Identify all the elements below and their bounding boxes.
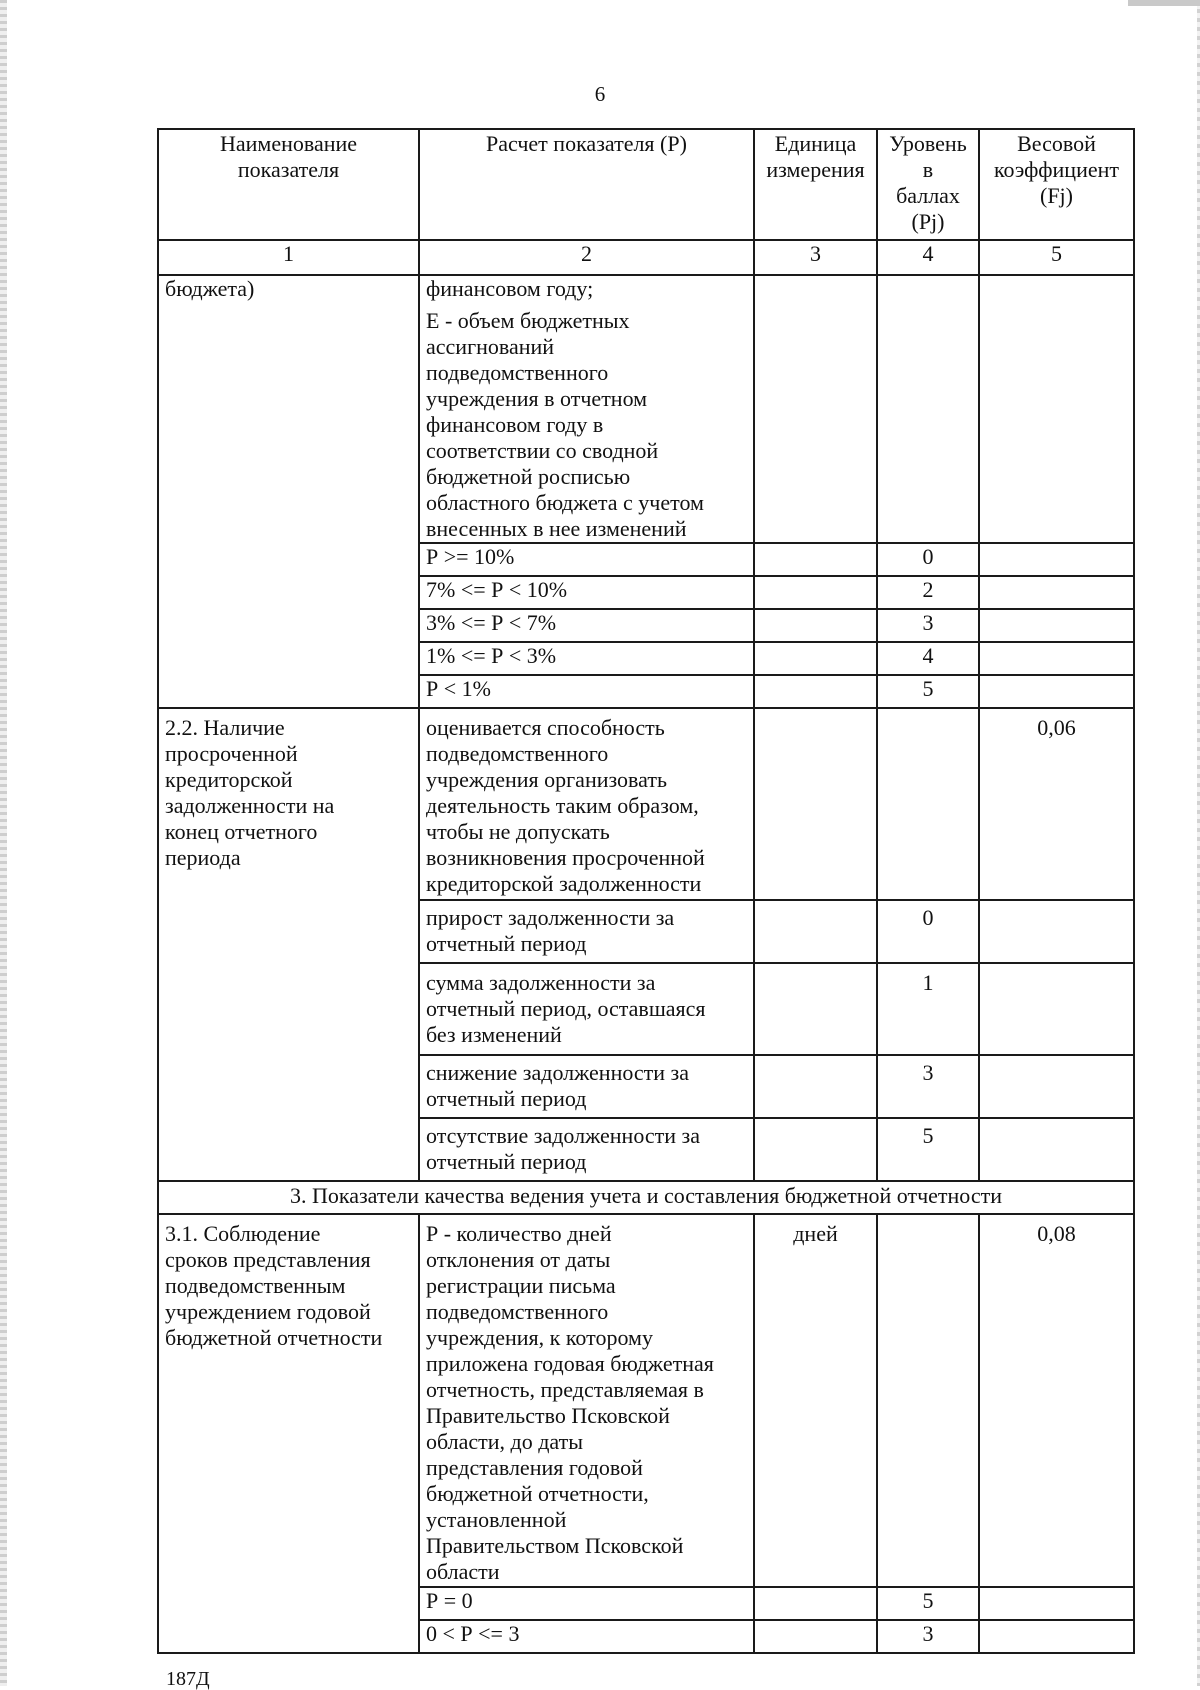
table-row bbox=[158, 708, 1134, 900]
unit-cell bbox=[754, 1587, 877, 1620]
scan-edge-left bbox=[0, 0, 7, 1686]
header-unit: Единица измерения bbox=[754, 129, 877, 240]
score-points: 3 bbox=[877, 1620, 979, 1653]
score-cell bbox=[877, 275, 979, 543]
indicator-name-cell: 2.2. Наличие просроченной кредиторской задолженности на конец отчетного периода bbox=[158, 708, 419, 1181]
weight-cell bbox=[979, 275, 1134, 543]
score-condition: сумма задолженности за отчетный период, оставшаяся без изменений bbox=[419, 963, 754, 1055]
weight-cell bbox=[979, 963, 1134, 1055]
unit-cell bbox=[754, 576, 877, 609]
score-cell bbox=[877, 1214, 979, 1587]
header-calculation: Расчет показателя (Р) bbox=[419, 129, 754, 240]
unit-cell bbox=[754, 1118, 877, 1181]
unit-cell bbox=[754, 275, 877, 543]
weight-cell bbox=[979, 1118, 1134, 1181]
unit-cell bbox=[754, 543, 877, 576]
weight-value: 0,08 bbox=[979, 1214, 1134, 1587]
table-row bbox=[158, 1214, 1134, 1587]
score-points: 5 bbox=[877, 675, 979, 708]
footer-code: 187Д bbox=[166, 1668, 210, 1690]
unit-cell bbox=[754, 1620, 877, 1653]
score-condition: отсутствие задолженности за отчетный период bbox=[419, 1118, 754, 1181]
unit-cell bbox=[754, 963, 877, 1055]
column-number: 2 bbox=[419, 240, 754, 275]
unit-cell bbox=[754, 609, 877, 642]
score-points: 4 bbox=[877, 642, 979, 675]
calculation-cell bbox=[419, 275, 754, 543]
score-condition: Р = 0 bbox=[419, 1587, 754, 1620]
indicator-name-cell: 3.1. Соблюдение сроков представления подведомственным учреждением годовой бюджетной отчетности bbox=[158, 1214, 419, 1653]
header-score-level: Уровень в баллах (Pj) bbox=[877, 129, 979, 240]
score-cell bbox=[877, 708, 979, 900]
indicator-name-cell: бюджета) bbox=[158, 275, 419, 708]
score-points: 0 bbox=[877, 543, 979, 576]
weight-cell bbox=[979, 1055, 1134, 1118]
score-condition: 1% <= Р < 3% bbox=[419, 642, 754, 675]
weight-cell bbox=[979, 1587, 1134, 1620]
weight-cell bbox=[979, 576, 1134, 609]
column-number: 1 bbox=[158, 240, 419, 275]
header-row bbox=[158, 129, 1134, 240]
score-condition: Р < 1% bbox=[419, 675, 754, 708]
indicators-table bbox=[157, 128, 1135, 1654]
unit-cell bbox=[754, 900, 877, 963]
weight-cell bbox=[979, 675, 1134, 708]
header-weight: Весовой коэффициент (Fj) bbox=[979, 129, 1134, 240]
weight-cell bbox=[979, 900, 1134, 963]
score-points: 2 bbox=[877, 576, 979, 609]
section-title: 3. Показатели качества ведения учета и составления бюджетной отчетности bbox=[158, 1181, 1134, 1214]
weight-cell bbox=[979, 1620, 1134, 1653]
score-points: 5 bbox=[877, 1587, 979, 1620]
calculation-text: финансовом году; bbox=[426, 276, 594, 301]
score-condition: снижение задолженности за отчетный период bbox=[419, 1055, 754, 1118]
unit-cell bbox=[754, 708, 877, 900]
header-indicator-name: Наименование показателя bbox=[158, 129, 419, 240]
calculation-cell: Р - количество дней отклонения от даты регистрации письма подведомственного учреждения, к которому приложена годовая бюджетная отчетность, представляемая в Правительство Псковской области, до даты представления годовой бюджетной отчетности, установленной Правительством Псковской области bbox=[419, 1214, 754, 1587]
score-points: 3 bbox=[877, 609, 979, 642]
weight-cell bbox=[979, 543, 1134, 576]
weight-cell bbox=[979, 609, 1134, 642]
score-condition: Р >= 10% bbox=[419, 543, 754, 576]
score-points: 5 bbox=[877, 1118, 979, 1181]
score-condition: 3% <= Р < 7% bbox=[419, 609, 754, 642]
unit-cell bbox=[754, 1055, 877, 1118]
score-points: 3 bbox=[877, 1055, 979, 1118]
column-number: 4 bbox=[877, 240, 979, 275]
score-condition: прирост задолженности за отчетный период bbox=[419, 900, 754, 963]
score-condition: 7% <= Р < 10% bbox=[419, 576, 754, 609]
column-number-row bbox=[158, 240, 1134, 275]
section-row bbox=[158, 1181, 1134, 1214]
calculation-text: Е - объем бюджетных ассигнований подведомственного учреждения в отчетном финансовом году в соответствии со сводной бюджетной росписью областного бюджета с учетом внесенных в нее изменений bbox=[426, 308, 704, 541]
scan-corner bbox=[1128, 0, 1200, 6]
weight-cell bbox=[979, 642, 1134, 675]
column-number: 3 bbox=[754, 240, 877, 275]
calculation-cell: оценивается способность подведомственного учреждения организовать деятельность таким образом, чтобы не допускать возникновения просроченной кредиторской задолженности bbox=[419, 708, 754, 900]
unit-cell bbox=[754, 642, 877, 675]
column-number: 5 bbox=[979, 240, 1134, 275]
score-points: 0 bbox=[877, 900, 979, 963]
page-number: 6 bbox=[594, 82, 606, 106]
table-row bbox=[158, 275, 1134, 543]
unit-cell bbox=[754, 675, 877, 708]
unit-cell: дней bbox=[754, 1214, 877, 1587]
score-points: 1 bbox=[877, 963, 979, 1055]
weight-value: 0,06 bbox=[979, 708, 1134, 900]
score-condition: 0 < Р <= 3 bbox=[419, 1620, 754, 1653]
